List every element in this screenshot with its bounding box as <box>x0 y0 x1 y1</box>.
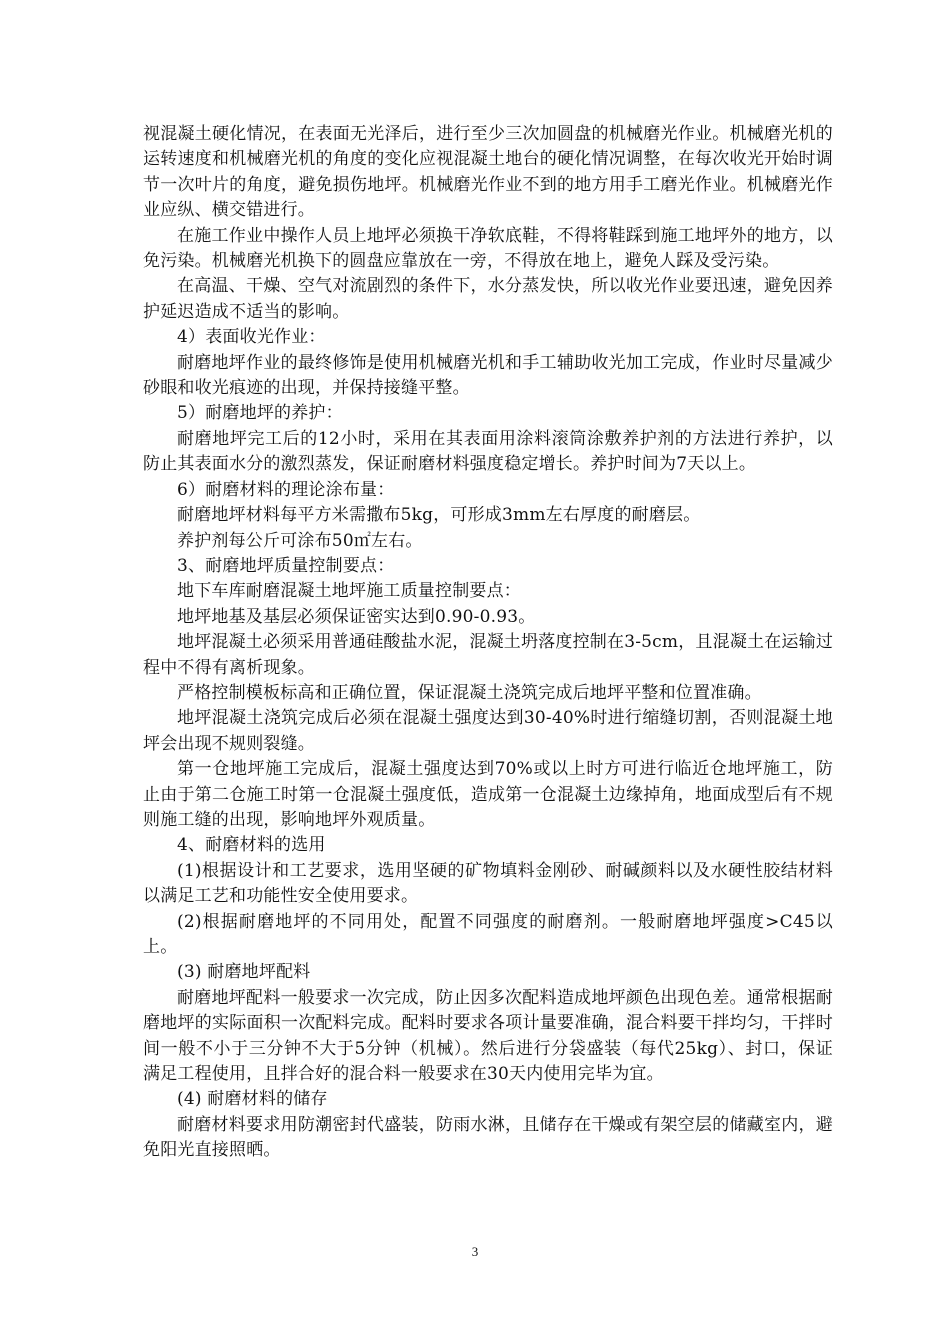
paragraph: 在施工作业中操作人员上地坪必须换干净软底鞋，不得将鞋踩到施工地坪外的地方，以免污染。机械磨光机换下的圆盘应靠放在一旁，不得放在地上，避免人踩及受污染。 <box>143 225 833 272</box>
paragraph: 耐磨地坪材料每平方米需撒布5kg，可形成3mm左右厚度的耐磨层。 <box>177 505 701 526</box>
subsection-heading: (4) 耐磨材料的储存 <box>177 1089 328 1110</box>
paragraph: 在高温、干燥、空气对流剧烈的条件下，水分蒸发快，所以收光作业要迅速，避免因养护延迟造成不适当的影响。 <box>143 276 833 322</box>
paragraph: 耐磨地坪作业的最终修饰是使用机械磨光机和手工辅助收光加工完成，作业时尽量减少砂眼和收光痕迹的出现，并保持接缝平整。 <box>143 352 833 399</box>
paragraph: (1)根据设计和工艺要求，选用坚硬的矿物填料金刚砂、耐碱颜料以及水硬性胶结材料以满足工艺和功能性安全使用要求。 <box>143 860 833 907</box>
paragraph: 地下车库耐磨混凝土地坪施工质量控制要点： <box>177 581 521 602</box>
paragraph: 地坪混凝土浇筑完成后必须在混凝土强度达到30-40%时进行缩缝切割，否则混凝土地坪会出现不规则裂缝。 <box>143 708 833 754</box>
section-heading: 4、耐磨材料的选用 <box>177 835 326 856</box>
paragraph: 第一仓地坪施工完成后，混凝土强度达到70%或以上时方可进行临近仓地坪施工，防止由于第二仓施工时第一仓混凝土强度低，造成第一仓混凝土边缘掉角，地面成型后有不规则施工缝的出现，影响地坪外观质量。 <box>143 759 833 830</box>
subsection-heading: (3) 耐磨地坪配料 <box>177 962 311 983</box>
document-body <box>143 122 833 1164</box>
paragraph: 严格控制模板标高和正确位置，保证混凝土浇筑完成后地坪平整和位置准确。 <box>177 682 762 703</box>
paragraph: 地坪混凝土必须采用普通硅酸盐水泥，混凝土坍落度控制在3-5cm，且混凝土在运输过程中不得有离析现象。 <box>143 632 834 678</box>
paragraph: 地坪地基及基层必须保证密实达到0.90-0.93。 <box>177 606 536 627</box>
section-heading: 5）耐磨地坪的养护： <box>177 403 343 424</box>
paragraph: 耐磨地坪配料一般要求一次完成，防止因多次配料造成地坪颜色出现色差。通常根据耐磨地坪的实际面积一次配料完成。配料时要求各项计量要准确，混合料要干拌均匀，干拌时间一般不小于三分钟不大于5分钟（机械）。然后进行分袋盛装（每代25kg）、封口，保证满足工程使用，且拌合好的混合料一般要求在30天内使用完毕为宜。 <box>143 987 833 1085</box>
page-number: 3 <box>471 1244 479 1259</box>
section-heading: 4）表面收光作业： <box>177 327 326 348</box>
paragraph: (2)根据耐磨地坪的不同用处，配置不同强度的耐磨剂。一般耐磨地坪强度>C45以上。 <box>143 911 833 957</box>
section-heading: 3、耐磨地坪质量控制要点： <box>177 555 395 576</box>
paragraph: 耐磨材料要求用防潮密封代盛装，防雨水淋，且储存在干燥或有架空层的储藏室内，避免阳光直接照晒。 <box>143 1114 833 1161</box>
paragraph: 视混凝土硬化情况，在表面无光泽后，进行至少三次加圆盘的机械磨光作业。机械磨光机的运转速度和机械磨光机的角度的变化应视混凝土地台的硬化情况调整，在每次收光开始时调节一次叶片的角度，避免损伤地坪。机械磨光作业不到的地方用手工磨光作业。机械磨光作业应纵、横交错进行。 <box>143 124 833 221</box>
section-heading: 6）耐磨材料的理论涂布量： <box>177 479 395 500</box>
paragraph: 养护剂每公斤可涂布50㎡左右。 <box>177 530 423 551</box>
paragraph: 耐磨地坪完工后的12小时，采用在其表面用涂料滚筒涂敷养护剂的方法进行养护，以防止其表面水分的激烈蒸发，保证耐磨材料强度稳定增长。养护时间为7天以上。 <box>143 428 833 475</box>
